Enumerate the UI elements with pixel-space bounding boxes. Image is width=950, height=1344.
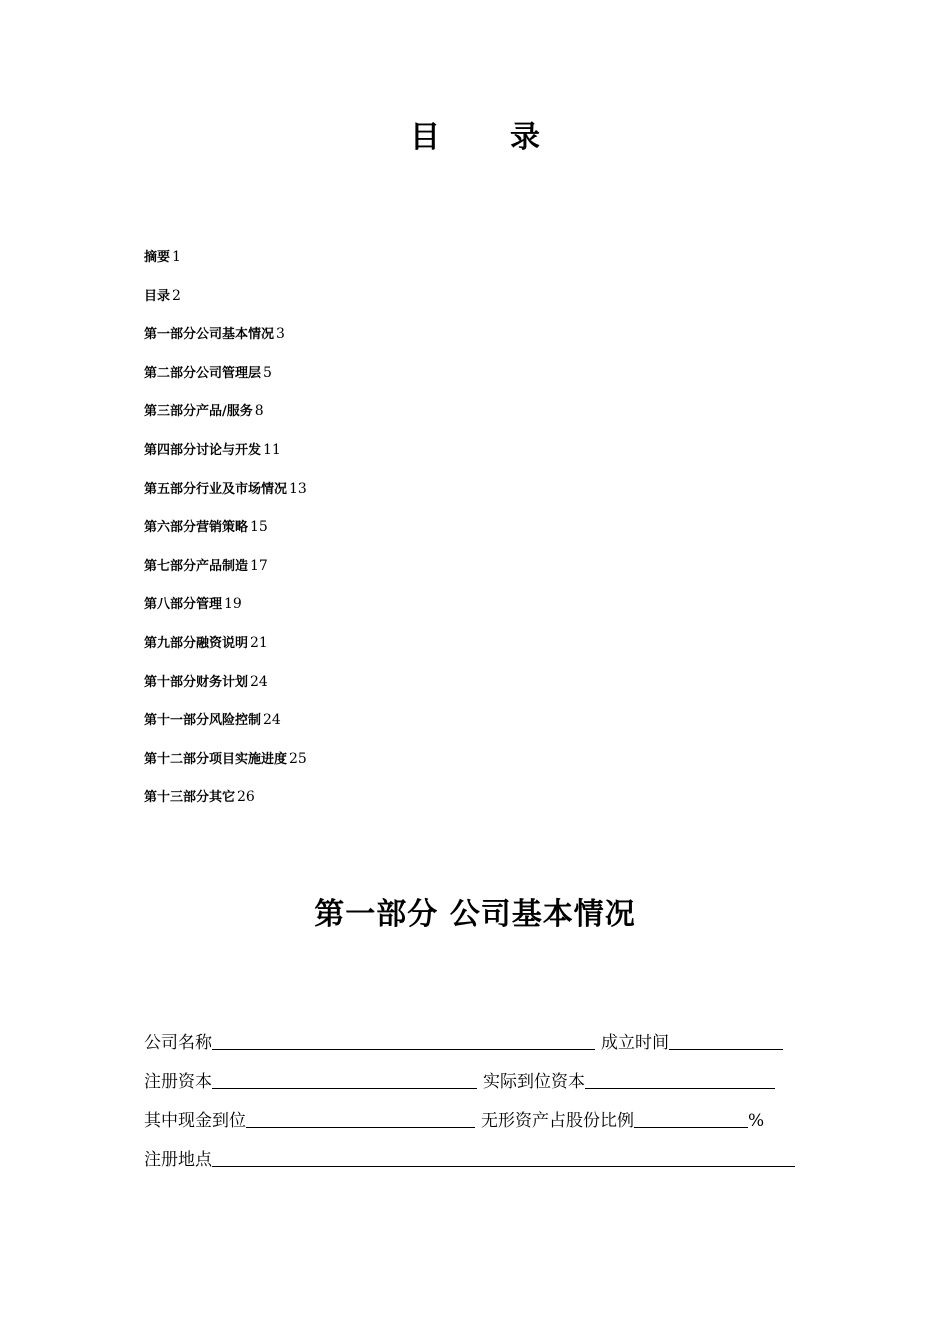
- toc-item-label: 第六部分营销策略: [144, 520, 249, 536]
- toc-item[interactable]: [144, 517, 744, 556]
- toc-item-label: 第四部分讨论与开发: [144, 442, 262, 458]
- toc-item-page: 24: [263, 712, 281, 729]
- toc-item-label: 第十一部分风险控制: [144, 713, 262, 729]
- toc-item-page: 13: [289, 480, 307, 497]
- toc-item-label: 摘要: [144, 250, 171, 265]
- toc-item[interactable]: [144, 324, 744, 363]
- toc-item-page: 15: [250, 519, 268, 536]
- toc-item[interactable]: [144, 594, 744, 633]
- percent-sign: %: [748, 1111, 765, 1131]
- toc-item-label: 第九部分融资说明: [144, 635, 249, 651]
- form-row: [144, 1144, 814, 1183]
- toc-item-label: 第五部分行业及市场情况: [144, 481, 288, 497]
- toc-item-page: 5: [263, 364, 272, 381]
- founded-label: 成立时间: [601, 1033, 669, 1053]
- paid-capital-field[interactable]: [585, 1068, 775, 1089]
- form-row: [144, 1105, 814, 1144]
- toc-item-page: 8: [254, 403, 264, 420]
- toc-item-label: 第十三部分其它: [144, 790, 236, 806]
- registered-capital-field[interactable]: [212, 1068, 477, 1089]
- toc-item[interactable]: [144, 247, 744, 286]
- toc-title: 目录: [410, 120, 610, 155]
- toc-item[interactable]: [144, 787, 744, 826]
- toc-item-page: 19: [224, 596, 242, 613]
- cash-paid-field[interactable]: [246, 1107, 475, 1128]
- table-of-contents: [144, 247, 744, 826]
- toc-item[interactable]: [144, 633, 744, 672]
- form-row: [144, 1027, 814, 1066]
- toc-item[interactable]: [144, 440, 744, 479]
- toc-item-label: 第二部分公司管理层: [144, 365, 262, 381]
- intangible-ratio-label: 无形资产占股份比例: [481, 1111, 634, 1131]
- toc-item[interactable]: [144, 479, 744, 518]
- toc-item-label: 第三部分产品/服务: [144, 404, 253, 420]
- cash-paid-label: 其中现金到位: [144, 1111, 246, 1131]
- company-name-label: 公司名称: [144, 1033, 212, 1053]
- intangible-ratio-field[interactable]: [634, 1107, 748, 1128]
- toc-item-label: 第十二部分项目实施进度: [144, 751, 288, 767]
- toc-item[interactable]: [144, 749, 744, 788]
- toc-item-label: 目录: [144, 288, 171, 304]
- toc-item[interactable]: [144, 401, 744, 440]
- registered-address-field[interactable]: [212, 1146, 795, 1167]
- paid-capital-label: 实际到位资本: [483, 1072, 585, 1092]
- form-row: [144, 1066, 814, 1105]
- founded-field[interactable]: [669, 1029, 783, 1050]
- toc-item-page: 25: [289, 750, 307, 767]
- company-name-field[interactable]: [212, 1029, 595, 1050]
- toc-item-label: 第一部分公司基本情况: [144, 327, 275, 343]
- toc-item-page: 24: [250, 673, 268, 690]
- toc-item-page: 21: [250, 634, 268, 651]
- toc-item[interactable]: [144, 710, 744, 749]
- toc-item[interactable]: [144, 286, 744, 325]
- toc-item-page: 3: [276, 326, 285, 343]
- toc-item[interactable]: [144, 556, 744, 595]
- toc-item-label: 第八部分管理: [144, 597, 223, 613]
- toc-item-page: 17: [250, 557, 268, 574]
- toc-item-label: 第七部分产品制造: [144, 558, 249, 574]
- toc-item-label: 第十部分财务计划: [144, 674, 249, 690]
- toc-item-page: 11: [263, 441, 281, 458]
- toc-item[interactable]: [144, 672, 744, 711]
- registered-address-label: 注册地点: [144, 1150, 212, 1170]
- toc-item-page: 2: [172, 287, 181, 304]
- company-info-form: [144, 1027, 814, 1183]
- toc-item-page: 26: [237, 789, 255, 806]
- section-heading: 第一部分 公司基本情况: [314, 897, 636, 932]
- registered-capital-label: 注册资本: [144, 1072, 212, 1092]
- toc-item[interactable]: [144, 363, 744, 402]
- toc-item-page: 1: [172, 249, 181, 265]
